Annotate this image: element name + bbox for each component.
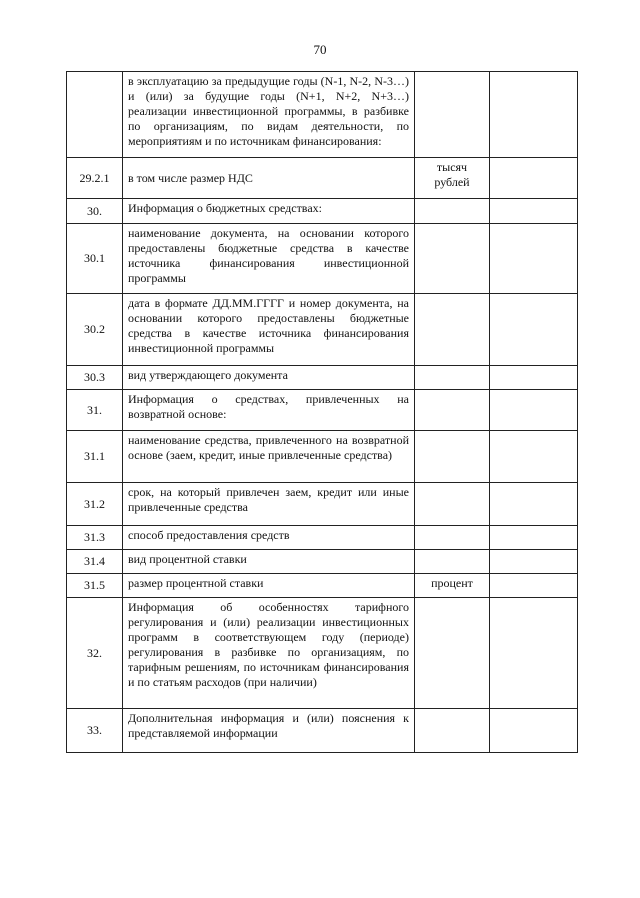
row-number: 31.3 bbox=[67, 526, 123, 550]
row-value bbox=[490, 390, 578, 431]
row-unit bbox=[415, 431, 490, 483]
row-number: 30.2 bbox=[67, 294, 123, 366]
table-row bbox=[67, 366, 578, 390]
table-row bbox=[67, 709, 578, 753]
row-value bbox=[490, 483, 578, 526]
row-number: 30. bbox=[67, 199, 123, 224]
row-value bbox=[490, 72, 578, 158]
row-number: 31.5 bbox=[67, 574, 123, 598]
row-unit bbox=[415, 598, 490, 709]
row-description: Дополнительная информация и (или) пояснения к представляемой информации bbox=[123, 709, 415, 753]
row-description: размер процентной ставки bbox=[123, 574, 415, 598]
row-value bbox=[490, 574, 578, 598]
row-value bbox=[490, 431, 578, 483]
row-number: 31. bbox=[67, 390, 123, 431]
table-row bbox=[67, 224, 578, 294]
table-row bbox=[67, 199, 578, 224]
table-row bbox=[67, 574, 578, 598]
table-row bbox=[67, 483, 578, 526]
row-number: 30.1 bbox=[67, 224, 123, 294]
row-unit bbox=[415, 199, 490, 224]
table-row bbox=[67, 431, 578, 483]
row-unit bbox=[415, 366, 490, 390]
row-unit bbox=[415, 483, 490, 526]
row-value bbox=[490, 199, 578, 224]
table-row bbox=[67, 598, 578, 709]
row-value bbox=[490, 224, 578, 294]
row-unit bbox=[415, 294, 490, 366]
row-unit: тысяч рублей bbox=[415, 158, 490, 199]
row-unit bbox=[415, 390, 490, 431]
data-table bbox=[66, 71, 578, 753]
row-description: наименование документа, на основании которого предоставлены бюджетные средства в качестве источника финансирования инвестиционной программы bbox=[123, 224, 415, 294]
row-number: 29.2.1 bbox=[67, 158, 123, 199]
row-value bbox=[490, 158, 578, 199]
table-row bbox=[67, 390, 578, 431]
row-description: вид утверждающего документа bbox=[123, 366, 415, 390]
row-value bbox=[490, 598, 578, 709]
row-value bbox=[490, 526, 578, 550]
table-row bbox=[67, 294, 578, 366]
row-description: Информация о средствах, привлеченных на возвратной основе: bbox=[123, 390, 415, 431]
row-number: 33. bbox=[67, 709, 123, 753]
row-description: дата в формате ДД.ММ.ГГГГ и номер документа, на основании которого предоставлены бюджетные средства в качестве источника финансирования инвестиционной программы bbox=[123, 294, 415, 366]
row-number: 31.2 bbox=[67, 483, 123, 526]
row-unit bbox=[415, 526, 490, 550]
row-description: Информация об особенностях тарифного регулирования и (или) реализации инвестиционных программ в соответствующем году (периоде) регулирования в разбивке по организациям, по тарифным решениям, по источникам финансирования и по статьям расходов (при наличии) bbox=[123, 598, 415, 709]
row-unit bbox=[415, 550, 490, 574]
row-unit bbox=[415, 72, 490, 158]
page-number: 70 bbox=[313, 42, 327, 57]
row-description: наименование средства, привлеченного на возвратной основе (заем, кредит, иные привлеченные средства) bbox=[123, 431, 415, 483]
row-description: Информация о бюджетных средствах: bbox=[123, 199, 415, 224]
row-unit bbox=[415, 224, 490, 294]
table-row bbox=[67, 72, 578, 158]
row-value bbox=[490, 709, 578, 753]
table-row bbox=[67, 550, 578, 574]
row-value bbox=[490, 366, 578, 390]
row-number: 31.4 bbox=[67, 550, 123, 574]
row-value bbox=[490, 294, 578, 366]
row-description: в том числе размер НДС bbox=[123, 158, 415, 199]
row-value bbox=[490, 550, 578, 574]
row-description: в эксплуатацию за предыдущие годы (N-1, N-2, N-3…) и (или) за будущие годы (N+1, N+2, N+3…) реализации инвестиционной программы, в разбивке по организациям, по видам деятельности, по мероприятиям и по источникам финансирования: bbox=[123, 72, 415, 158]
row-unit bbox=[415, 709, 490, 753]
row-number: 32. bbox=[67, 598, 123, 709]
row-number: 31.1 bbox=[67, 431, 123, 483]
table-row bbox=[67, 526, 578, 550]
row-number bbox=[67, 72, 123, 158]
row-description: срок, на который привлечен заем, кредит или иные привлеченные средства bbox=[123, 483, 415, 526]
table-row bbox=[67, 158, 578, 199]
row-number: 30.3 bbox=[67, 366, 123, 390]
row-description: способ предоставления средств bbox=[123, 526, 415, 550]
row-description: вид процентной ставки bbox=[123, 550, 415, 574]
row-unit: процент bbox=[415, 574, 490, 598]
